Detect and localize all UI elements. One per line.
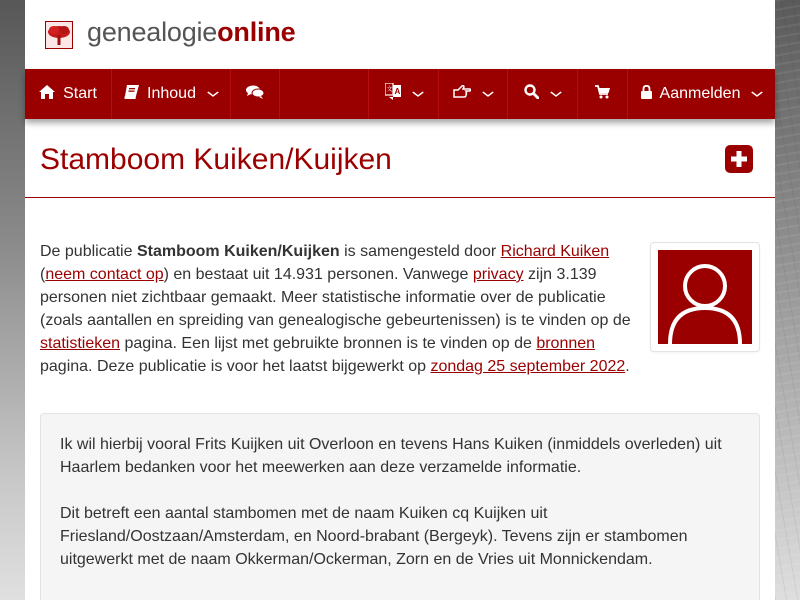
- publication-intro: [40, 240, 640, 378]
- intro-text: De publicatie: [40, 243, 137, 260]
- book-icon: [124, 85, 139, 104]
- nav-login[interactable]: [628, 69, 775, 119]
- search-icon: [524, 84, 539, 104]
- nav-login-label: Aanmelden: [659, 85, 741, 102]
- cart-icon: [595, 85, 610, 104]
- intro-text: is samengesteld door: [339, 243, 501, 260]
- nav-spacer: [280, 69, 369, 119]
- last-updated-link[interactable]: zondag 25 september 2022: [430, 358, 626, 375]
- intro-text: pagina. Een lijst met gebruikte bronnen is te vinden op de: [120, 335, 537, 352]
- description-paragraph: Dit betreft een aantal stambomen met de naam Kuiken cq Kuijken uit Friesland/Oostzaan/Amsterdam, en Noord-brabant (Bergeyk). Tevens zijn er stambomen uitgewerkt met de naam Okkerman/Ockerman, Zorn en de Vries uit Monnickendam.: [60, 505, 688, 568]
- chevron-down-icon: [411, 89, 424, 100]
- author-avatar-frame[interactable]: [650, 242, 760, 352]
- nav-inhoud-label: Inhoud: [147, 85, 196, 102]
- nav-inhoud[interactable]: [112, 69, 231, 119]
- chevron-down-icon: [751, 89, 764, 100]
- hand-pointer-icon: [453, 85, 471, 104]
- privacy-link[interactable]: privacy: [472, 266, 524, 283]
- site-header: [25, 0, 775, 69]
- nav-forum[interactable]: [231, 69, 280, 119]
- main-navbar: [25, 69, 775, 119]
- intro-text: (: [40, 266, 46, 283]
- lock-icon: [641, 85, 652, 104]
- page-title: Stamboom Kuiken/Kuijken: [40, 143, 392, 176]
- chevron-down-icon: [482, 89, 495, 100]
- nav-cart[interactable]: [578, 69, 628, 119]
- chevron-down-icon: [206, 89, 219, 100]
- logo-prefix: genealogie: [87, 17, 218, 47]
- publication-name: Stamboom Kuiken/Kuijken: [136, 243, 340, 260]
- author-link[interactable]: Richard Kuiken: [500, 243, 610, 260]
- nav-actions[interactable]: [439, 69, 508, 119]
- intro-text: .: [625, 358, 630, 375]
- nav-search[interactable]: [508, 69, 578, 119]
- nav-language[interactable]: [369, 69, 439, 119]
- intro-text: zijn 3.139 personen niet zichtbaar gemaakt. Meer statistische informatie over de publicatie (zoals aantallen en spreiding van genealogische gebeurtenissen) is te vinden op de: [40, 266, 631, 329]
- intro-text: ) en bestaat uit 14.931 personen. Vanwege: [163, 266, 473, 283]
- user-icon: [658, 250, 752, 344]
- contact-link[interactable]: neem contact op: [45, 266, 164, 283]
- chevron-down-icon: [550, 89, 563, 100]
- translate-icon: [385, 83, 401, 106]
- intro-text: pagina. Deze publicatie is voor het laatst bijgewerkt op: [40, 358, 431, 375]
- nav-start[interactable]: [25, 69, 112, 119]
- title-row: [25, 119, 775, 198]
- comments-icon: [246, 85, 264, 104]
- background-handwriting: [775, 0, 800, 600]
- statistics-link[interactable]: statistieken: [40, 335, 121, 352]
- publication-description: [40, 413, 760, 600]
- svg-text:A: A: [394, 86, 400, 96]
- plus-square-icon[interactable]: [725, 145, 753, 173]
- sources-link[interactable]: bronnen: [536, 335, 596, 352]
- nav-start-label: Start: [63, 85, 97, 102]
- site-logo[interactable]: [87, 17, 295, 48]
- logo-suffix: online: [217, 17, 296, 47]
- svg-text:文: 文: [386, 86, 393, 93]
- home-icon: [39, 85, 55, 104]
- page-container: [25, 0, 775, 600]
- tree-icon[interactable]: [45, 21, 73, 49]
- description-paragraph: Ik wil hierbij vooral Frits Kuijken uit Overloon en tevens Hans Kuiken (inmiddels overleden) uit Haarlem bedanken voor het meewerken aan deze verzamelde informatie.: [60, 436, 722, 476]
